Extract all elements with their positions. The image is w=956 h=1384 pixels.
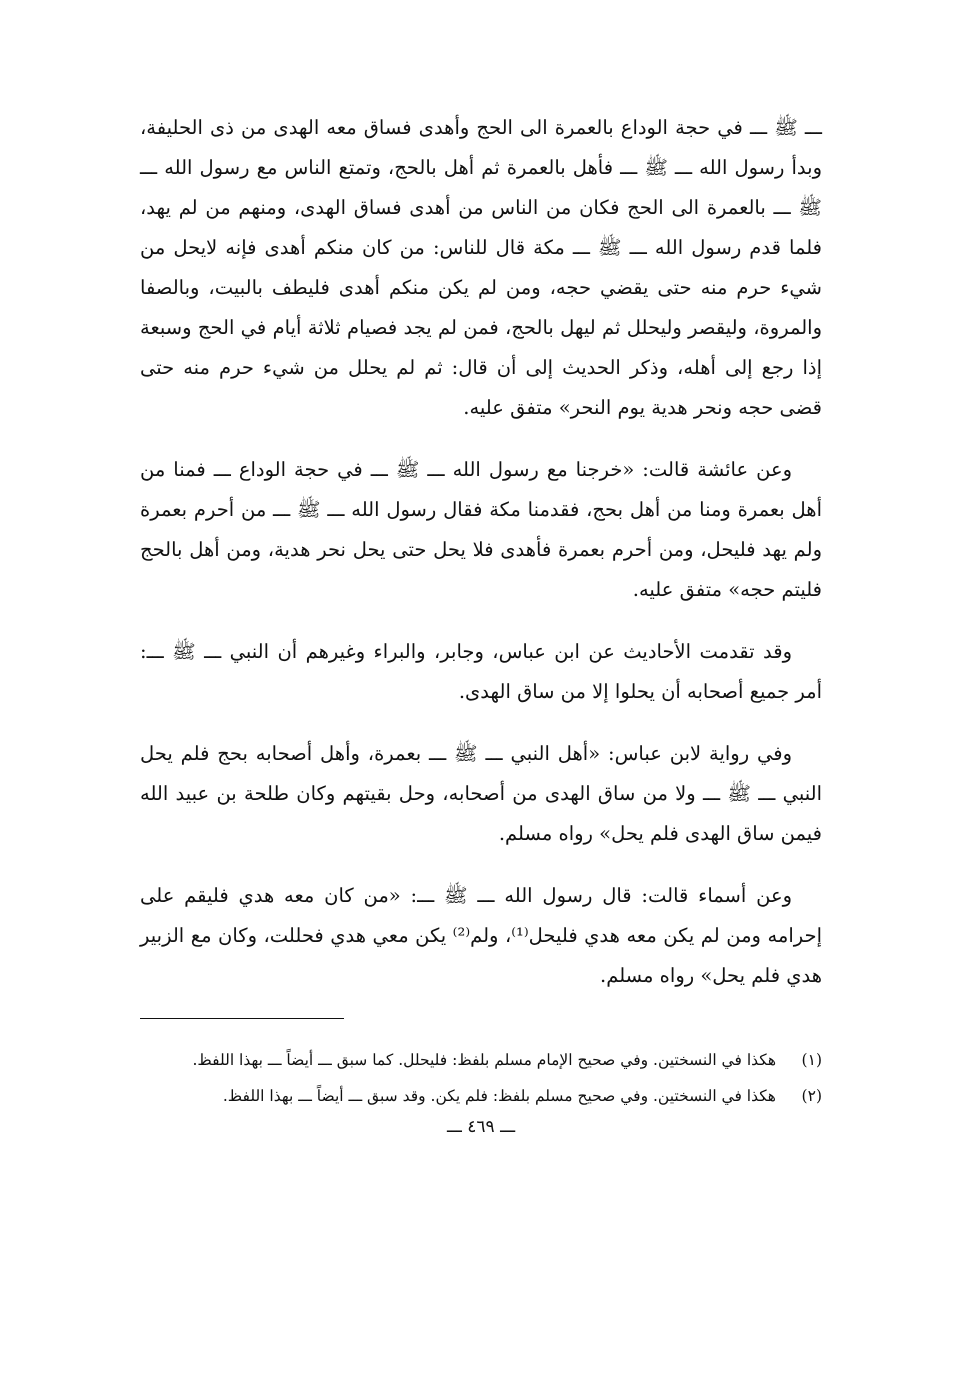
- footnote-1: [140, 1045, 822, 1075]
- footnote-2: [140, 1081, 822, 1111]
- paragraph-3: وقد تقدمت الأحاديث عن ابن عباس، وجابر، والبراء وغيرهم أن النبي ـــ ﷺ ـــ: أمر جميع أصحابه أن يحلوا إلا من ساق الهدى.: [140, 640, 822, 703]
- footnote-2-text: هكذا في النسختين. وفي صحيح مسلم بلفظ: فلم يكن. وقد سبق ـــ أيضاً ـــ بهذا اللفظ.: [222, 1087, 776, 1105]
- paragraph-1: ـــ ﷺ ـــ في حجة الوداع بالعمرة الى الحج وأهدى فساق معه الهدى من ذى الحليفة، وبدأ رسول الله ـــ ﷺ ـــ فأهل بالعمرة ثم أهل بالحج، وتمتع الناس مع رسول الله ـــ ﷺ ـــ بالعمرة الى الحج فكان من الناس من أهدى فساق الهدى، ومنهم من لم يهد، فلما قدم رسول الله ـــ ﷺ ـــ مكة قال للناس: من كان منكم أهدى فإنه لايحل من شيء حرم منه حتى يقضي حجه، ومن لم يكن منكم أهدى فليطف بالبيت، وبالصفا والمروة، وليقصر وليحلل ثم ليهل بالحج، فمن لم يجد فصيام ثلاثة أيام في الحج وسبعة إذا رجع إلى أهله، وذكر الحديث إلى أن قال: ثم لم يحلل من شيء حرم منه حتى قضى حجه ونحر هدية يوم النحر» متفق عليه.: [140, 116, 822, 419]
- footnote-divider: [140, 1018, 344, 1019]
- footnote-2-number: (٢): [801, 1087, 822, 1105]
- footnote-1-number: (١): [801, 1051, 822, 1069]
- paragraph-5: وعن أسماء قالت: قال رسول الله ـــ ﷺ ـــ: «من كان معه هدي فليقم على إحرامه ومن لم يكن معه هدي فليحل⁽¹⁾، ولم⁽²⁾ يكن معي هدي فحللت، وكان مع الزبير هدي فلم يحل» رواه مسلم.: [140, 884, 822, 987]
- paragraph-4: وفي رواية لابن عباس: «أهل النبي ـــ ﷺ ـــ بعمرة، وأهل أصحابه بحج فلم يحل النبي ـــ ﷺ ـــ ولا من ساق الهدى من أصحابه، وحل بقيتهم وكان طلحة بن عبيد الله فيمن ساق الهدى فلم يحل» رواه مسلم.: [140, 742, 822, 845]
- paragraph-2: وعن عائشة قالت: «خرجنا مع رسول الله ـــ ﷺ ـــ في حجة الوداع ـــ فمنا من أهل بعمرة ومنا من أهل بحج، فقدمنا مكة فقال رسول الله ـــ ﷺ ـــ من أحرم بعمرة ولم يهد فليحل، ومن أحرم بعمرة فأهدى فلا يحل حتى يحل نحر هدية، ومن أهل بالحج فليتم حجه» متفق عليه.: [140, 458, 822, 601]
- page-number: ـــ ٤٦٩ ـــ: [446, 1117, 516, 1137]
- document-page: [140, 108, 822, 1137]
- footnote-1-text: هكذا في النسختين. وفي صحيح الإمام مسلم بلفظ: فليحلل. كما سبق ـــ أيضاً ـــ بهذا اللفظ.: [192, 1051, 776, 1069]
